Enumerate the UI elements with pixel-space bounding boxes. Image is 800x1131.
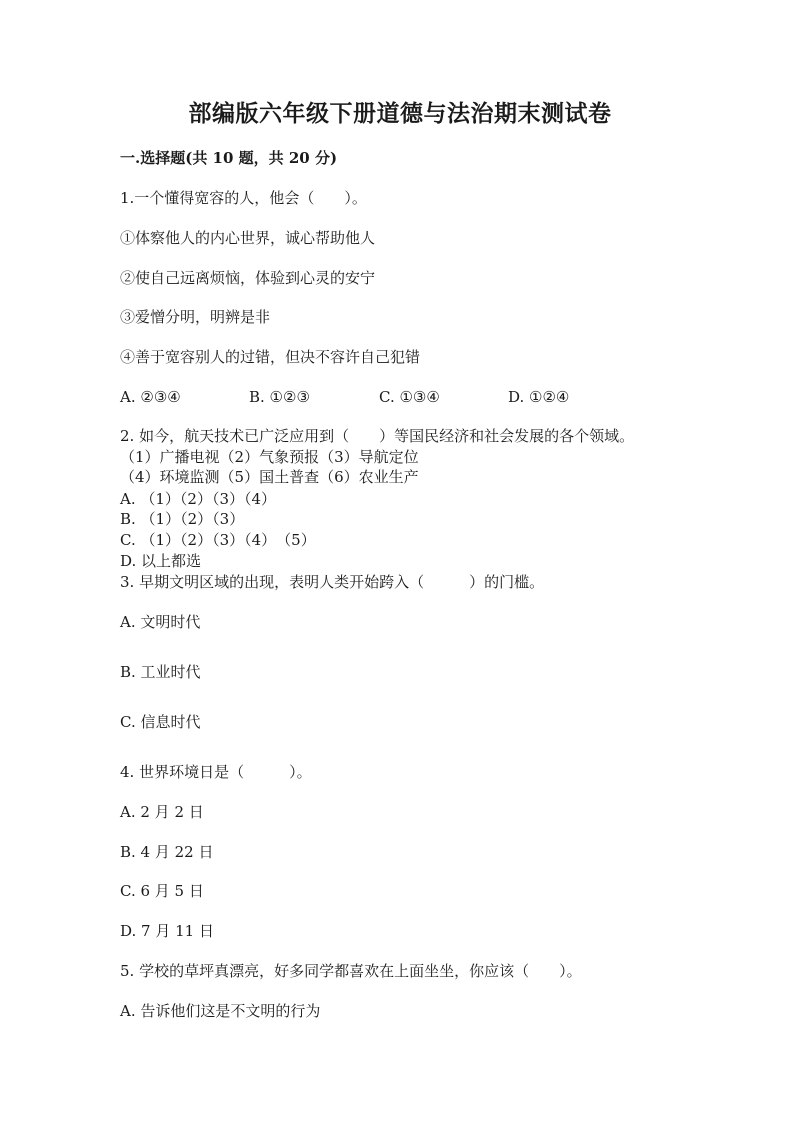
question-1-statement: ③爱憎分明，明辨是非 [120, 308, 271, 326]
section-heading: 一.选择题(共 10 题，共 20 分) [120, 149, 338, 167]
document-title: 部编版六年级下册道德与法治期末测试卷 [188, 100, 612, 127]
question-3-stem: 3. 早期文明区域的出现，表明人类开始跨入（ ）的门槛。 [120, 573, 545, 591]
question-2-option-a: A. （1）（2）（3）（4） [120, 490, 277, 508]
question-1-statement: ④善于宽容别人的过错，但决不容许自己犯错 [120, 348, 421, 366]
question-1-option-b: B. ①②③ [249, 388, 310, 406]
question-3-option-c: C. 信息时代 [120, 713, 201, 731]
question-1-option-c: C. ①③④ [379, 388, 440, 406]
question-3-option-b: B. 工业时代 [120, 663, 201, 681]
question-1-option-d: D. ①②④ [508, 388, 570, 406]
question-3-option-a: A. 文明时代 [120, 613, 201, 631]
question-2-stem: 2. 如今，航天技术已广泛应用到（ ）等国民经济和社会发展的各个领域。 [120, 427, 635, 445]
question-1-statement: ①体察他人的内心世界，诚心帮助他人 [120, 229, 376, 247]
question-2-option-c: C. （1）（2）（3）（4） （5） [120, 531, 316, 549]
question-2-option-d: D. 以上都选 [120, 552, 202, 570]
question-1-stem: 1.一个懂得宽容的人，他会（ ）。 [120, 189, 367, 207]
question-4-option-d: D. 7 月 11 日 [120, 922, 214, 940]
question-2-items: （4）环境监测（5）国土普查（6）农业生产 [120, 468, 419, 486]
question-1-option-a: A. ②③④ [120, 388, 181, 406]
question-1-statement: ②使自己远离烦恼，体验到心灵的安宁 [120, 269, 376, 287]
question-4-option-b: B. 4 月 22 日 [120, 843, 214, 861]
question-2-option-b: B. （1）（2）（3） [120, 510, 245, 528]
question-2-items: （1）广播电视（2）气象预报（3）导航定位 [120, 448, 419, 466]
question-5-option-a: A. 告诉他们这是不文明的行为 [120, 1002, 321, 1020]
question-4-option-c: C. 6 月 5 日 [120, 882, 204, 900]
question-4-option-a: A. 2 月 2 日 [120, 803, 204, 821]
question-5-stem: 5. 学校的草坪真漂亮，好多同学都喜欢在上面坐坐，你应该（ ）。 [120, 962, 582, 980]
question-4-stem: 4. 世界环境日是（ ）。 [120, 763, 312, 781]
